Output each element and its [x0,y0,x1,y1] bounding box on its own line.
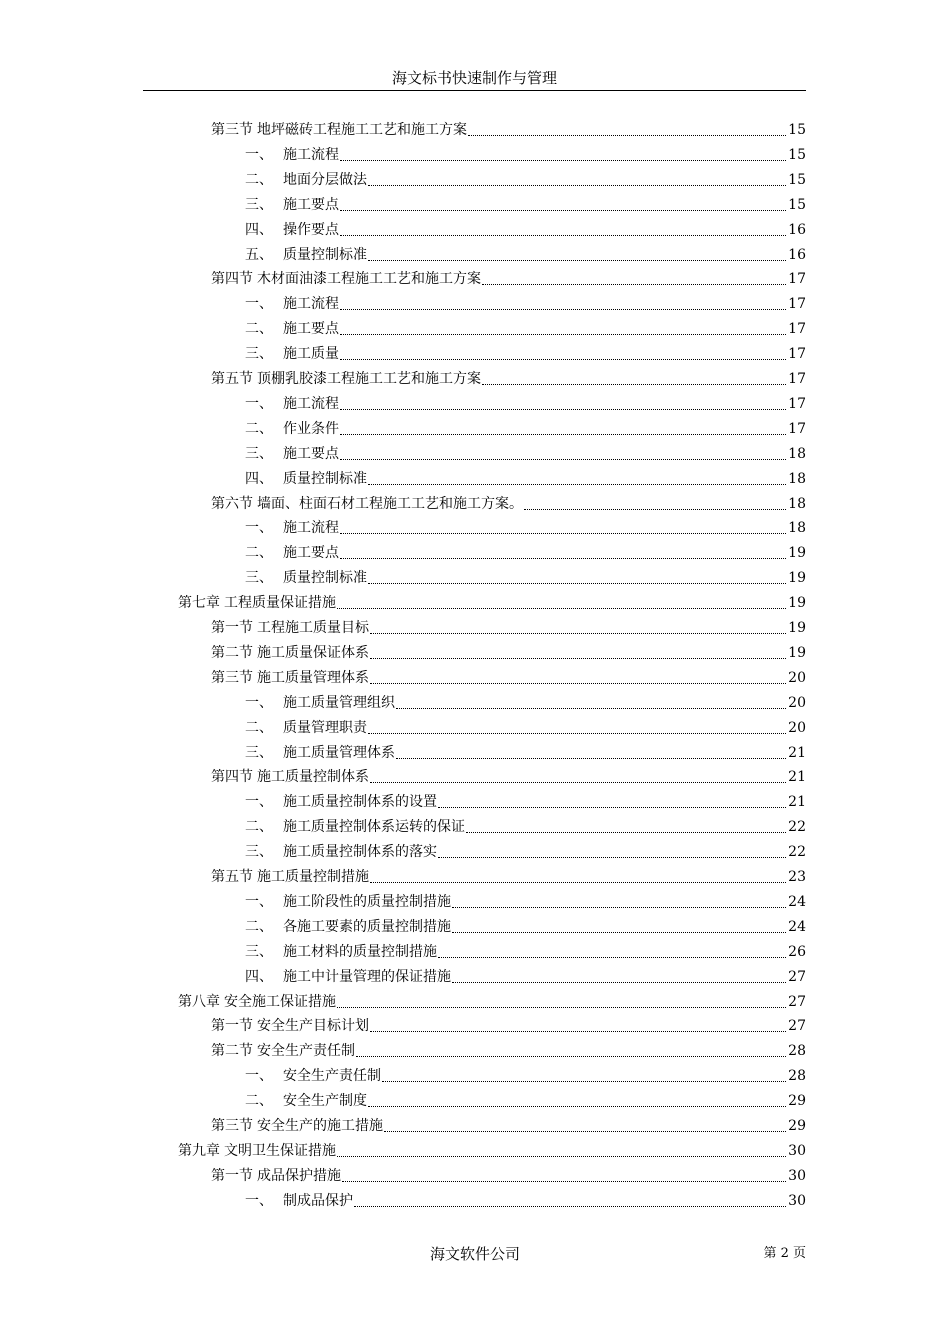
toc-entry-title [245,718,367,738]
toc-entry-number: 三、 [245,943,273,960]
toc-entry-page: 30 [788,1167,806,1184]
header-divider [143,90,806,91]
toc-entry-number: 一、 [245,395,273,412]
toc-entry-number: 第三节 [211,1118,253,1134]
toc-entry-title [245,942,437,962]
toc-entry-text: 质量控制标准 [283,246,367,263]
toc-dot-leader [337,608,786,609]
toc-entry[interactable] [245,913,806,937]
toc-dot-leader [356,1056,786,1057]
toc-entry-title [245,892,451,912]
toc-entry-text: 各施工要素的质量控制措施 [283,918,451,935]
toc-entry-number: 三、 [245,196,273,213]
toc-entry-number: 二、 [245,1093,273,1110]
toc-entry-text: 安全生产的施工措施 [257,1118,383,1134]
toc-entry-page: 29 [788,1118,806,1134]
toc-entry-text: 顶棚乳胶漆工程施工工艺和施工方案 [257,371,481,387]
toc-entry-text: 文明卫生保证措施 [224,1142,336,1159]
toc-entry[interactable] [245,1062,806,1086]
toc-entry[interactable] [245,141,806,165]
toc-entry-text: 工程质量保证措施 [224,595,336,612]
toc-entry-page: 30 [788,1142,806,1159]
toc-entry-text: 安全施工保证措施 [224,993,336,1010]
toc-entry-title [178,593,336,613]
toc-dot-leader [466,832,786,833]
toc-entry[interactable] [211,614,806,638]
toc-entry[interactable] [211,365,806,389]
toc-dot-leader [438,807,786,808]
toc-entry-text: 安全生产制度 [283,1093,367,1110]
toc-entry[interactable] [245,465,806,489]
toc-entry[interactable] [211,639,806,663]
toc-entry[interactable] [245,390,806,414]
toc-entry-text: 操作要点 [283,221,339,238]
toc-entry-page: 20 [788,669,806,686]
toc-entry[interactable] [245,788,806,812]
toc-entry-title [245,145,339,165]
toc-entry-number: 一、 [245,893,273,910]
toc-entry-title [245,792,437,812]
toc-entry-page: 18 [788,445,806,462]
toc-dot-leader [482,384,786,385]
toc-entry-text: 施工流程 [283,395,339,412]
toc-entry-page: 28 [788,1068,806,1085]
toc-entry-text: 制成品保护 [283,1192,353,1209]
toc-entry[interactable] [178,1137,806,1161]
toc-entry[interactable] [245,739,806,763]
toc-entry-title [245,469,367,489]
toc-entry[interactable] [245,564,806,588]
page-header-title: 海文标书快速制作与管理 [391,69,557,87]
toc-dot-leader [524,509,786,510]
toc-entry-number: 第一节 [211,1018,253,1035]
toc-dot-leader [340,434,786,435]
toc-entry[interactable] [178,988,806,1012]
toc-entry[interactable] [245,1187,806,1211]
toc-entry-page: 19 [788,620,806,636]
toc-entry-number: 三、 [245,844,273,861]
toc-dot-leader [340,533,786,534]
toc-entry-page: 19 [788,644,806,661]
toc-entry-text: 安全生产目标计划 [257,1018,369,1035]
toc-entry[interactable] [245,888,806,912]
toc-entry-number: 一、 [245,694,273,711]
toc-entry-title [211,120,467,140]
toc-entry-text: 地面分层做法 [283,171,367,188]
toc-entry-text: 施工质量控制体系 [257,769,369,786]
toc-entry-text: 施工质量管理体系 [257,669,369,686]
toc-entry-number: 第五节 [211,869,253,885]
toc-entry-title [245,444,339,464]
toc-entry[interactable] [245,938,806,962]
toc-dot-leader [340,558,786,559]
toc-dot-leader [384,1131,786,1132]
toc-entry-text: 施工质量管理组织 [283,694,395,711]
toc-entry-title [178,1141,336,1161]
toc-entry[interactable] [245,315,806,339]
toc-entry[interactable] [245,838,806,862]
toc-entry[interactable] [211,1112,806,1136]
toc-entry-number: 四、 [245,221,273,238]
toc-entry-title [245,842,437,862]
toc-entry-page: 29 [788,1093,806,1110]
toc-entry-title [245,1091,367,1111]
toc-entry-page: 17 [788,420,806,437]
toc-dot-leader [340,459,786,460]
toc-entry-text: 施工材料的质量控制措施 [283,943,437,960]
toc-entry-page: 21 [788,794,806,811]
toc-entry-number: 一、 [245,1192,273,1209]
toc-entry-title [245,917,451,937]
toc-entry-page: 20 [788,719,806,736]
toc-dot-leader [337,1156,786,1157]
toc-dot-leader [337,1007,786,1008]
toc-entry[interactable] [245,440,806,464]
toc-entry-title [245,1066,381,1086]
toc-dot-leader [340,359,786,360]
toc-entry-title [245,967,451,987]
toc-entry-number: 第三节 [211,122,253,138]
toc-entry-number: 三、 [245,445,273,462]
toc-entry-number: 二、 [245,420,273,437]
toc-entry-text: 地坪磁砖工程施工工艺和施工方案 [257,122,467,138]
toc-dot-leader [452,982,786,983]
toc-entry-page: 30 [788,1192,806,1209]
toc-dot-leader [468,135,786,136]
toc-dot-leader [342,1181,786,1182]
toc-entry-page: 16 [788,246,806,263]
toc-entry-text: 施工要点 [283,545,339,562]
toc-entry-number: 二、 [245,171,273,188]
toc-dot-leader [370,633,786,634]
toc-entry-page: 15 [788,171,806,188]
toc-entry[interactable] [211,116,806,140]
toc-dot-leader [452,907,786,908]
toc-entry-number: 三、 [245,346,273,363]
toc-entry-text: 施工质量控制体系运转的保证 [283,819,465,836]
toc-entry-title [211,1016,369,1036]
toc-entry-title [245,543,339,563]
toc-entry-page: 21 [788,769,806,786]
toc-entry-text: 施工质量 [283,346,339,363]
toc-entry-number: 二、 [245,819,273,836]
toc-dot-leader [452,932,786,933]
toc-entry[interactable] [211,763,806,787]
toc-entry[interactable] [211,664,806,688]
toc-entry-number: 二、 [245,321,273,338]
toc-dot-leader [482,284,786,285]
toc-entry[interactable] [245,963,806,987]
toc-entry-text: 施工阶段性的质量控制措施 [283,893,451,910]
toc-entry-title [178,992,336,1012]
toc-entry-page: 27 [788,993,806,1010]
toc-entry-text: 施工要点 [283,445,339,462]
toc-entry-number: 第七章 [178,595,220,612]
toc-entry[interactable] [245,191,806,215]
toc-entry-number: 二、 [245,719,273,736]
toc-entry-number: 第二节 [211,644,253,661]
toc-entry-text: 施工质量控制体系的设置 [283,794,437,811]
toc-entry-title [245,394,339,414]
toc-entry-page: 19 [788,545,806,562]
toc-entry-number: 一、 [245,296,273,313]
toc-entry-page: 17 [788,346,806,363]
toc-entry-title [245,245,367,265]
toc-entry-title [211,767,369,787]
toc-entry-number: 第一节 [211,620,253,636]
toc-entry[interactable] [245,813,806,837]
toc-dot-leader [382,1081,786,1082]
toc-entry[interactable] [245,290,806,314]
toc-dot-leader [340,409,786,410]
toc-entry-title [245,518,339,538]
toc-entry-text: 工程施工质量目标 [257,620,369,636]
toc-entry-page: 24 [788,893,806,910]
toc-dot-leader [340,334,786,335]
toc-dot-leader [370,882,786,883]
toc-entry-text: 施工流程 [283,146,339,163]
toc-entry-title [245,693,395,713]
toc-entry[interactable] [211,863,806,887]
toc-entry-text: 施工流程 [283,520,339,537]
toc-entry-number: 第五节 [211,371,253,387]
toc-entry[interactable] [245,514,806,538]
toc-entry-page: 22 [788,819,806,836]
toc-entry-text: 木材面油漆工程施工工艺和施工方案 [257,271,481,288]
toc-dot-leader [370,782,786,783]
toc-entry-number: 一、 [245,520,273,537]
toc-entry-title [245,220,339,240]
toc-entry[interactable] [211,1012,806,1036]
toc-entry-number: 二、 [245,545,273,562]
toc-entry-page: 19 [788,570,806,587]
toc-entry-number: 第三节 [211,669,253,686]
toc-entry-text: 施工质量控制体系的落实 [283,844,437,861]
toc-entry-title [211,618,369,638]
toc-entry-title [211,643,369,663]
toc-dot-leader [370,658,786,659]
toc-entry-text: 施工中计量管理的保证措施 [283,968,451,985]
toc-entry-page: 19 [788,595,806,612]
toc-entry-page: 17 [788,371,806,387]
toc-entry-number: 一、 [245,1068,273,1085]
toc-entry-number: 第二节 [211,1043,253,1060]
toc-entry-title [245,195,339,215]
toc-entry-title [245,817,465,837]
toc-entry-number: 三、 [245,744,273,761]
toc-dot-leader [396,708,786,709]
toc-entry[interactable] [211,1162,806,1186]
toc-entry-page: 20 [788,694,806,711]
toc-dot-leader [368,583,786,584]
toc-entry-text: 施工流程 [283,296,339,313]
toc-entry-number: 第一节 [211,1167,253,1184]
toc-entry[interactable] [245,216,806,240]
toc-entry-title [211,494,523,514]
footer-company: 海文软件公司 [429,1245,520,1263]
toc-dot-leader [370,683,786,684]
footer-page-number: 第 2 页 [763,1246,806,1261]
toc-entry-number: 五、 [245,246,273,263]
toc-entry[interactable] [211,265,806,289]
toc-entry-page: 17 [788,296,806,313]
toc-entry-title [211,1041,355,1061]
toc-dot-leader [438,857,786,858]
toc-entry-title [245,419,339,439]
toc-entry-title [211,1166,341,1186]
toc-entry-number: 第九章 [178,1142,220,1159]
toc-dot-leader [368,733,786,734]
toc-entry-title [245,344,339,364]
toc-entry[interactable] [211,1037,806,1061]
toc-entry[interactable] [245,166,806,190]
toc-entry-title [245,294,339,314]
toc-entry-page: 28 [788,1043,806,1060]
toc-entry-text: 施工质量保证体系 [257,644,369,661]
toc-dot-leader [368,484,786,485]
toc-entry-text: 施工要点 [283,196,339,213]
toc-entry-number: 二、 [245,918,273,935]
toc-entry-text: 质量管理职责 [283,719,367,736]
toc-entry[interactable] [245,689,806,713]
toc-entry-title [245,170,367,190]
toc-entry-number: 第四节 [211,769,253,786]
toc-entry-number: 四、 [245,470,273,487]
toc-dot-leader [368,185,786,186]
toc-entry-title [211,369,481,389]
toc-entry-page: 18 [788,520,806,537]
toc-entry[interactable] [178,589,806,613]
toc-dot-leader [368,260,786,261]
toc-entry-title [245,568,367,588]
toc-entry-text: 墙面、柱面石材工程施工工艺和施工方案。 [257,495,523,512]
toc-entry-page: 15 [788,146,806,163]
toc-dot-leader [340,309,786,310]
toc-entry-text: 安全生产责任制 [283,1068,381,1085]
toc-entry-page: 17 [788,321,806,338]
toc-entry-number: 三、 [245,570,273,587]
toc-entry-text: 施工要点 [283,321,339,338]
toc-entry-page: 22 [788,844,806,861]
toc-entry[interactable] [245,539,806,563]
toc-entry-title [245,319,339,339]
toc-entry-title [211,1116,383,1136]
toc-entry-text: 成品保护措施 [257,1167,341,1184]
toc-dot-leader [340,210,786,211]
toc-entry-number: 一、 [245,794,273,811]
toc-dot-leader [340,160,786,161]
toc-entry-number: 一、 [245,146,273,163]
toc-entry-page: 18 [788,495,806,512]
toc-entry-page: 17 [788,395,806,412]
toc-entry-page: 27 [788,1018,806,1035]
toc-entry-page: 17 [788,271,806,288]
toc-entry[interactable] [245,1087,806,1111]
toc-entry-number: 第六节 [211,495,253,512]
toc-dot-leader [354,1206,786,1207]
toc-entry-text: 作业条件 [283,420,339,437]
toc-entry[interactable] [245,415,806,439]
toc-entry-text: 施工质量控制措施 [257,869,369,885]
toc-entry-title [211,867,369,887]
toc-entry-page: 26 [788,943,806,960]
toc-entry-page: 21 [788,744,806,761]
toc-entry-page: 18 [788,470,806,487]
toc-entry-text: 施工质量管理体系 [283,744,395,761]
toc-dot-leader [438,957,786,958]
toc-entry-number: 四、 [245,968,273,985]
toc-dot-leader [368,1106,786,1107]
toc-entry-text: 安全生产责任制 [257,1043,355,1060]
toc-entry-title [245,743,395,763]
toc-entry[interactable] [211,490,806,514]
toc-entry-text: 质量控制标准 [283,470,367,487]
toc-entry-title [245,1191,353,1211]
toc-entry-title [211,269,481,289]
toc-entry-text: 质量控制标准 [283,570,367,587]
toc-entry[interactable] [245,714,806,738]
toc-dot-leader [370,1031,786,1032]
toc-entry-title [211,668,369,688]
toc-entry-page: 15 [788,196,806,213]
toc-dot-leader [340,235,786,236]
toc-entry-page: 27 [788,968,806,985]
toc-entry-page: 15 [788,122,806,138]
toc-dot-leader [396,758,786,759]
toc-entry[interactable] [245,241,806,265]
toc-entry-page: 23 [788,869,806,885]
toc-entry-number: 第四节 [211,271,253,288]
toc-entry-page: 16 [788,221,806,238]
toc-entry-page: 24 [788,918,806,935]
toc-entry[interactable] [245,340,806,364]
toc-entry-number: 第八章 [178,993,220,1010]
